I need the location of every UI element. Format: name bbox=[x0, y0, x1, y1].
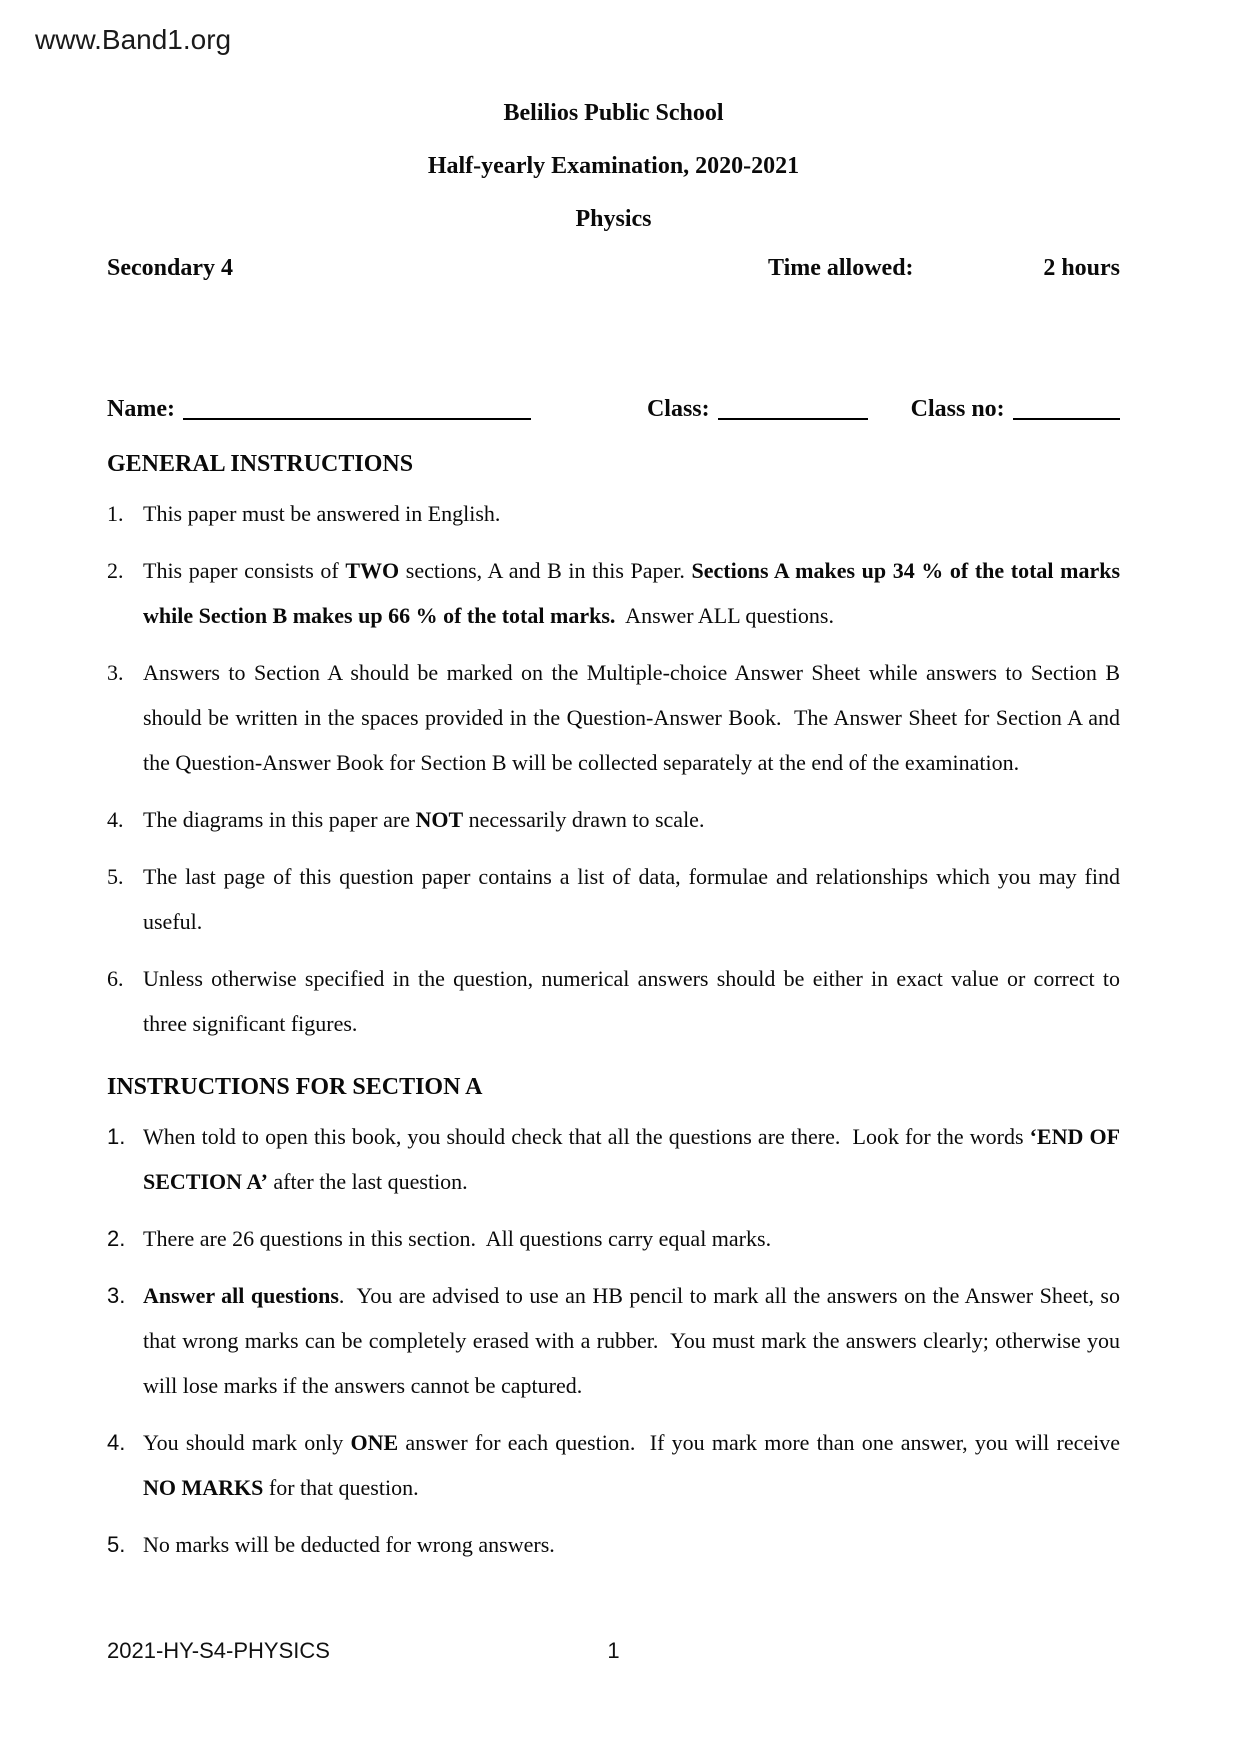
watermark-site-url: www.Band1.org bbox=[35, 24, 232, 55]
page-footer bbox=[107, 1638, 1120, 1664]
item-text: You should mark only ONE answer for each question. If you mark more than one answer, you will receive NO MARKS for that question. bbox=[143, 1430, 1120, 1500]
section-a-instructions-list bbox=[107, 1114, 1120, 1567]
item-text: Answers to Section A should be marked on the Multiple-choice Answer Sheet while answers to Section B should be written in the spaces provided in the Question-Answer Book. The Answer Sheet for Section A and the Question-Answer Book for Section B will be collected separately at the end of the examination. bbox=[143, 660, 1120, 775]
instruction-item bbox=[107, 956, 1120, 1046]
instruction-item bbox=[107, 1420, 1120, 1510]
item-text: No marks will be deducted for wrong answers. bbox=[143, 1532, 555, 1557]
item-text: The last page of this question paper contains a list of data, formulae and relationships which you may find useful. bbox=[143, 864, 1120, 934]
instruction-item bbox=[107, 650, 1120, 785]
document-code: 2021-HY-S4-PHYSICS bbox=[107, 1638, 330, 1663]
exam-paper-page bbox=[0, 100, 1120, 1567]
name-label: Name: bbox=[107, 396, 175, 422]
instruction-item bbox=[107, 1522, 1120, 1567]
instruction-item bbox=[107, 1273, 1120, 1408]
item-text: Answer all questions. You are advised to use an HB pencil to mark all the answers on the Answer Sheet, so that wrong marks can be completely erased with a rubber. You must mark the answers clearly; otherwise you will lose marks if the answers cannot be captured. bbox=[143, 1283, 1120, 1398]
school-name: Belilios Public School bbox=[503, 100, 724, 126]
instruction-item bbox=[107, 491, 1120, 536]
class-blank-line bbox=[718, 414, 868, 420]
level-label: Secondary 4 bbox=[107, 255, 233, 281]
item-number: 4. bbox=[107, 1430, 126, 1455]
page-number: 1 bbox=[607, 1638, 620, 1663]
item-number: 3. bbox=[107, 660, 124, 685]
name-blank-line bbox=[183, 414, 531, 420]
time-allowed-value: 2 hours bbox=[1043, 255, 1120, 281]
item-number: 5. bbox=[107, 1532, 126, 1557]
class-no-blank-line bbox=[1013, 414, 1120, 420]
general-instructions-heading: GENERAL INSTRUCTIONS bbox=[107, 451, 414, 477]
item-text: This paper consists of TWO sections, A and B in this Paper. Sections A makes up 34 % of the total marks while Section B makes up 66 % of the total marks. Answer ALL questions. bbox=[143, 558, 1121, 628]
class-no-label: Class no: bbox=[910, 396, 1005, 422]
exam-title: Half-yearly Examination, 2020-2021 bbox=[427, 153, 800, 179]
item-text: The diagrams in this paper are NOT necessarily drawn to scale. bbox=[143, 807, 705, 832]
section-a-instructions-heading: INSTRUCTIONS FOR SECTION A bbox=[107, 1074, 483, 1100]
time-allowed-label: Time allowed: bbox=[768, 255, 914, 281]
item-text: This paper must be answered in English. bbox=[143, 501, 501, 526]
instruction-item bbox=[107, 1216, 1120, 1261]
item-number: 6. bbox=[107, 966, 124, 991]
student-fields-row bbox=[107, 389, 1120, 423]
class-label: Class: bbox=[646, 396, 710, 422]
item-number: 2. bbox=[107, 1226, 126, 1251]
item-number: 3. bbox=[107, 1283, 126, 1308]
instruction-item bbox=[107, 548, 1120, 638]
instruction-item bbox=[107, 797, 1120, 842]
item-number: 4. bbox=[107, 807, 124, 832]
general-instructions-list bbox=[107, 491, 1120, 1046]
item-text: Unless otherwise specified in the question, numerical answers should be either in exact value or correct to three significant figures. bbox=[143, 966, 1120, 1036]
item-number: 1. bbox=[107, 501, 124, 526]
item-text: When told to open this book, you should check that all the questions are there. Look for the words ‘END OF SECTION A’ after the last question. bbox=[143, 1124, 1121, 1194]
item-number: 5. bbox=[107, 864, 124, 889]
subject-title: Physics bbox=[575, 206, 652, 232]
item-number: 2. bbox=[107, 558, 124, 583]
exam-info-row bbox=[107, 255, 1120, 285]
instruction-item bbox=[107, 1114, 1120, 1204]
instruction-item bbox=[107, 854, 1120, 944]
item-text: There are 26 questions in this section. All questions carry equal marks. bbox=[143, 1226, 772, 1251]
item-number: 1. bbox=[107, 1124, 126, 1149]
